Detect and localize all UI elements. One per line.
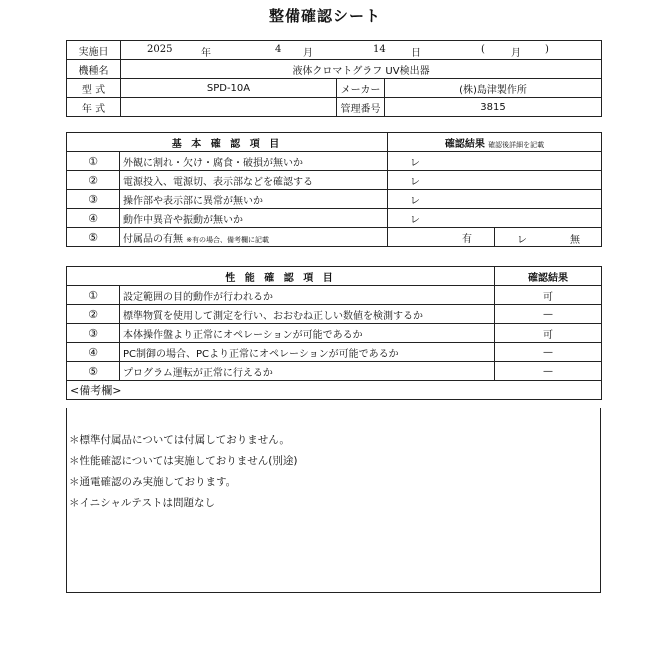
item-text: 本体操作盤より正常にオペレーションが可能であるか xyxy=(120,324,495,343)
table-row xyxy=(67,343,602,362)
item-number: ④ xyxy=(67,343,120,362)
basic-header-row xyxy=(67,133,602,152)
table-row xyxy=(67,362,602,381)
remarks-box xyxy=(66,408,601,593)
weekday-close: ) xyxy=(545,44,549,55)
year-row xyxy=(67,98,602,117)
item-result: レ xyxy=(388,209,602,228)
remarks-list xyxy=(67,408,600,510)
item-number: ① xyxy=(67,286,120,305)
item-text: 動作中異音や振動が無いか xyxy=(120,209,388,228)
year-value xyxy=(121,98,337,117)
table-row xyxy=(67,152,602,171)
item-number: ① xyxy=(67,152,120,171)
sheet-title: 整備確認シート xyxy=(268,7,381,25)
type-row xyxy=(67,79,602,98)
item-text xyxy=(120,228,388,247)
mgmt-value: 3815 xyxy=(385,98,602,117)
performance-header: 性 能 確 認 項 目 xyxy=(67,267,495,286)
remark-line: ＊イニシャルテストは問題なし xyxy=(69,497,215,509)
remark-line: ＊通電確認のみ実施しております。 xyxy=(69,476,237,488)
item-text: 標準物質を使用して測定を行い、おおむね正しい数値を検測するか xyxy=(120,305,495,324)
item-text: 外観に割れ・欠け・腐食・破損が無いか xyxy=(120,152,388,171)
accessory-yes: 有 xyxy=(388,228,495,247)
accessory-mark: レ xyxy=(517,235,528,246)
basic-check-table xyxy=(66,132,602,247)
item-result: — xyxy=(495,305,602,324)
item-number: ⑤ xyxy=(67,362,120,381)
remark-line: ＊標準付属品については付属しておりません。 xyxy=(69,434,290,446)
date-day: 14 xyxy=(373,44,386,55)
model-row xyxy=(67,60,602,79)
item-text: 設定範囲の目的動作が行われるか xyxy=(120,286,495,305)
year-label: 年 式 xyxy=(67,98,121,117)
equipment-info-table xyxy=(66,40,602,117)
item-number: ③ xyxy=(67,190,120,209)
item-text: 操作部や表示部に異常が無いか xyxy=(120,190,388,209)
item-result: — xyxy=(495,343,602,362)
performance-check-table xyxy=(66,266,602,400)
item-number: ② xyxy=(67,305,120,324)
item-result: 可 xyxy=(495,324,602,343)
performance-result-header: 確認結果 xyxy=(495,267,602,286)
table-row xyxy=(67,286,602,305)
date-month: 4 xyxy=(275,44,282,55)
table-row xyxy=(67,171,602,190)
basic-result-note: 確認後詳細を記載 xyxy=(488,140,545,149)
table-row xyxy=(67,324,602,343)
item-number: ② xyxy=(67,171,120,190)
basic-result-header xyxy=(388,133,602,152)
item-number: ⑤ xyxy=(67,228,120,247)
remarks-header-row xyxy=(67,381,602,400)
mgmt-label: 管理番号 xyxy=(337,98,385,117)
item-text: プログラム運転が正常に行えるか xyxy=(120,362,495,381)
performance-header-row xyxy=(67,267,602,286)
item-result: 可 xyxy=(495,286,602,305)
item-result: レ xyxy=(388,171,602,190)
item-result: — xyxy=(495,362,602,381)
accessory-no: 無 xyxy=(570,235,581,246)
date-value xyxy=(121,41,602,60)
item-text: PC制御の場合、PCより正常にオペレーションが可能であるか xyxy=(120,343,495,362)
table-row xyxy=(67,305,602,324)
basic-header: 基 本 確 認 項 目 xyxy=(67,133,388,152)
remark-line: ＊性能確認については実施しておりません(別途) xyxy=(69,455,298,467)
accessory-note: ※有の場合、備考欄に記載 xyxy=(186,235,270,244)
model-value: 液体クロマトグラフ UV検出器 xyxy=(121,60,602,79)
date-row xyxy=(67,41,602,60)
type-value: SPD-10A xyxy=(121,79,337,98)
date-label: 実施日 xyxy=(67,41,121,60)
date-year: 2025 xyxy=(147,44,173,55)
maker-value: (株)島津製作所 xyxy=(385,79,602,98)
table-row xyxy=(67,209,602,228)
date-day-char: 日 xyxy=(411,48,421,59)
table-row xyxy=(67,190,602,209)
item-text: 電源投入、電源切、表示部などを確認する xyxy=(120,171,388,190)
table-row xyxy=(67,228,602,247)
item-result: レ xyxy=(388,190,602,209)
item-number: ③ xyxy=(67,324,120,343)
date-month-char: 月 xyxy=(303,48,313,59)
item-result: レ xyxy=(388,152,602,171)
accessory-no-cell xyxy=(495,228,602,247)
item-number: ④ xyxy=(67,209,120,228)
date-year-char: 年 xyxy=(201,48,211,59)
weekday-open: ( xyxy=(481,44,485,55)
maker-label: メーカー xyxy=(337,79,385,98)
remarks-header: <備考欄> xyxy=(67,381,602,400)
model-label: 機種名 xyxy=(67,60,121,79)
basic-result-title: 確認結果 xyxy=(444,138,485,150)
weekday: 月 xyxy=(511,48,521,59)
type-label: 型 式 xyxy=(67,79,121,98)
accessory-label: 付属品の有無 xyxy=(123,233,183,245)
